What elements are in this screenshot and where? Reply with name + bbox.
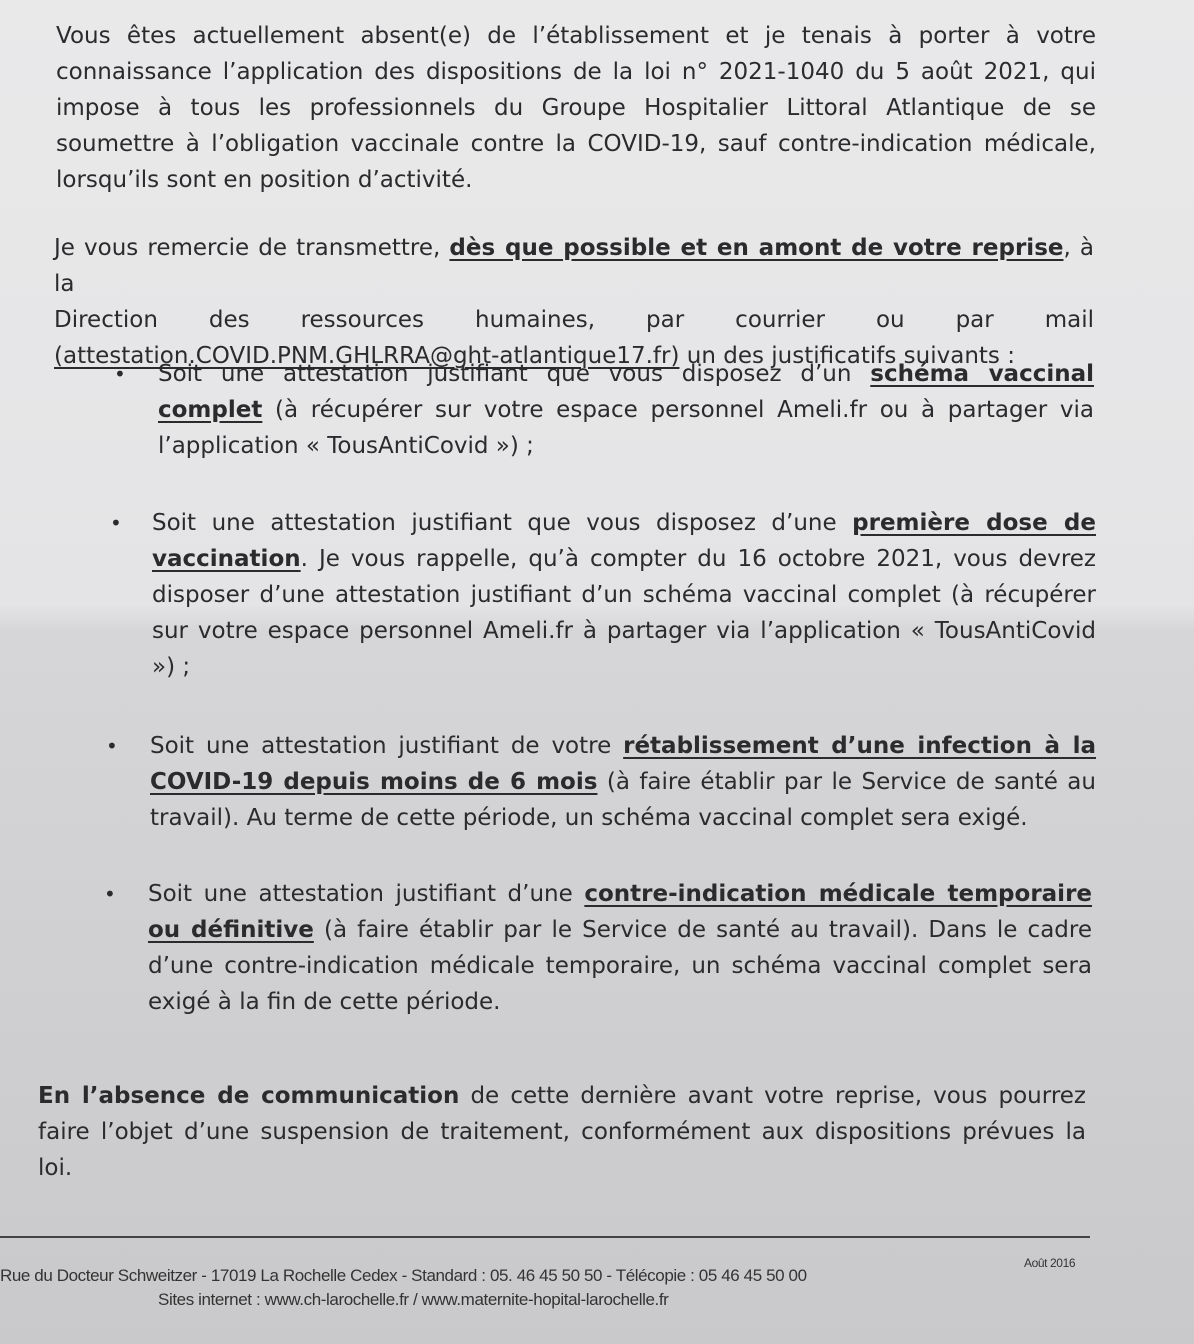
bullet-icon: • — [110, 511, 122, 535]
list-item-retablissement: Soit une attestation justifiant de votre rétablissement d’une infection à la COVID-19 depuis moins de 6 mois (à faire établir par le Service de santé au travail). Au terme de cette période, un schéma vaccinal complet sera exigé. — [150, 733, 1096, 831]
footer-address: Rue du Docteur Schweitzer - 17019 La Rochelle Cedex - Standard : 05. 46 45 50 50 - Télécopie : 05 46 45 50 00 — [0, 1266, 807, 1285]
request-line-2: Direction des ressources humaines, par courrier ou par mail — [54, 307, 1094, 333]
list-item-emphasis: schéma vaccinal complet — [158, 361, 1095, 423]
bullet-icon: • — [106, 734, 118, 758]
bullet-icon: • — [104, 882, 116, 906]
request-line-3: (attestation.COVID.PNM.GHLRRA@ght-atlantique17.fr) un des justificatifs suivants : — [54, 343, 1015, 369]
list-item-emphasis: rétablissement d’une infection à la COVID-19 depuis moins de 6 mois — [150, 733, 1096, 795]
list-item-premiere-dose: Soit une attestation justifiant que vous disposez d’une première dose de vaccination. Je vous rappelle, qu’à compter du 16 octobre 2021, vous devrez disposer d’une attestation justifiant d’un schéma vaccinal complet (à récupérer sur votre espace personnel Ameli.fr à partager via l’application « TousAntiCovid ») ; — [152, 510, 1096, 680]
list-item-emphasis: contre-indication médicale temporaire ou définitive — [148, 881, 1093, 943]
intro-paragraph: Vous êtes actuellement absent(e) de l’établissement et je tenais à porter à votre connaissance l’application des dispositions de la loi n° 2021-1040 du 5 août 2021, qui impose à tous les professionnels du Groupe Hospitalier Littoral Atlantique de se soumettre à l’obligation vaccinale contre la COVID-19, sauf contre-indication médicale, lorsqu’ils sont en position d’activité. — [56, 23, 1096, 193]
footer-divider — [0, 1236, 1090, 1238]
request-emphasis: dès que possible et en amont de votre reprise — [449, 235, 1064, 261]
list-item-contre-indication: Soit une attestation justifiant d’une contre-indication médicale temporaire ou définitive (à faire établir par le Service de santé au travail). Dans le cadre d’une contre-indication médicale temporaire, un schéma vaccinal complet sera exigé à la fin de cette période. — [148, 881, 1093, 1015]
bullet-icon: • — [114, 362, 126, 386]
footer-date: Août 2016 — [1024, 1256, 1076, 1270]
closing-paragraph: En l’absence de communication de cette dernière avant votre reprise, vous pourrez faire l’objet d’une suspension de traitement, conformément aux dispositions prévues la loi. — [38, 1083, 1086, 1181]
email-link[interactable]: (attestation.COVID.PNM.GHLRRA@ght-atlantique17.fr) — [54, 343, 680, 369]
list-item-schema-complet: Soit une attestation justifiant que vous disposez d’un schéma vaccinal complet (à récupérer sur votre espace personnel Ameli.fr ou à partager via l’application « TousAntiCovid ») ; — [158, 361, 1095, 459]
list-item-emphasis: première dose de vaccination — [152, 510, 1096, 572]
footer-websites: Sites internet : www.ch-larochelle.fr / www.maternite-hopital-larochelle.fr — [158, 1290, 669, 1309]
request-line-1: Je vous remercie de transmettre, dès que possible et en amont de votre reprise, à la — [54, 235, 1094, 297]
closing-emphasis: En l’absence de communication — [38, 1083, 460, 1109]
request-paragraph — [54, 230, 1094, 374]
